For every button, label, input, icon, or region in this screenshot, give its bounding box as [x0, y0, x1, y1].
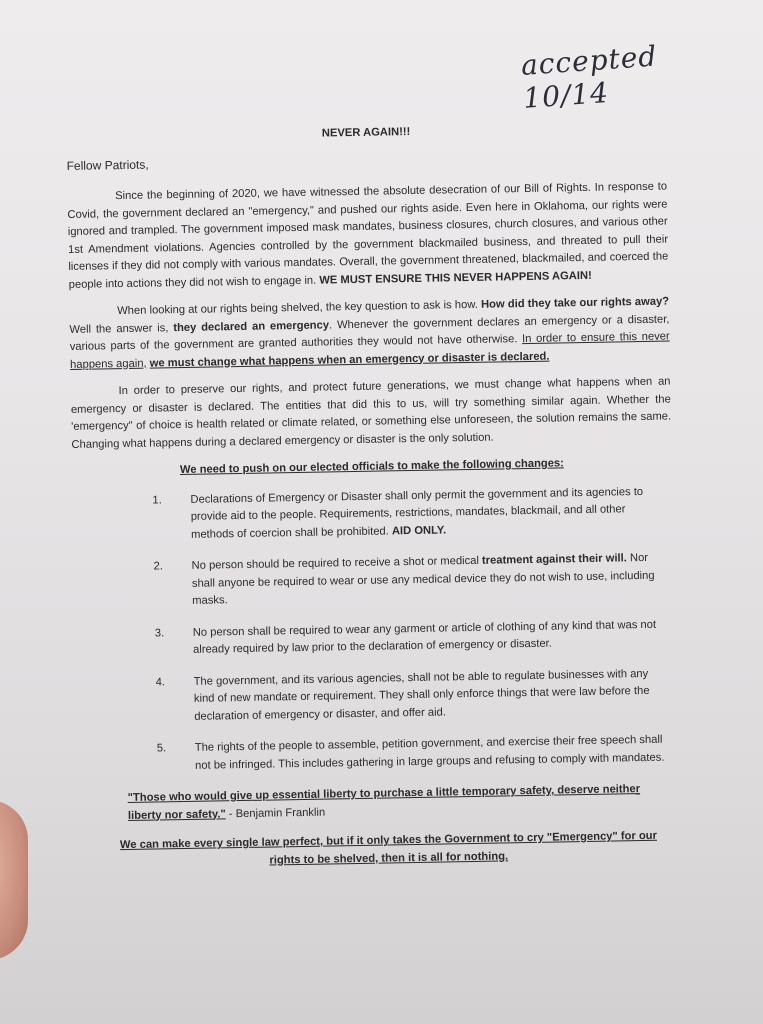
para1-text: Since the beginning of 2020, we have witnessed the absolute desecration of our Bill of Rights. In response to Covid, the government declared an "emergency," and pushed our rights aside. Even here in Oklahoma, our rights were ignored and trampled. The government imposed mask mandates, business closures, church closures, and various other 1st Amendment violations. Agencies controlled by the government blackmailed business, and threated to pull their licenses if they did not comply with various mandates. Overall, the government threatened, blackmailed, and coerced the people into actions they did not wish to engage in. [67, 180, 669, 291]
para2-text-3: . Whenever the government declares an emergency or a disaster, various parts of the government are granted authorities they would not have otherwise. [69, 312, 670, 353]
item-4-text: The government, and its various agencies, shall not be able to regulate businesses with any kind of new mandate or requirement. They shall only enforce things that were law before the declaration of emergency or disaster, and offer aid. [193, 667, 650, 723]
item-5-text: The rights of the people to assemble, petition government, and exercise their free speech shall not be infringed. This includes gathering in large groups and refusing to comply with mandates. [194, 733, 665, 772]
letter-body [66, 120, 679, 873]
item-number: 5. [156, 742, 167, 755]
para2-question: How did they take our rights away? [480, 295, 670, 311]
item-text [190, 483, 673, 544]
item-1-bold: AID ONLY. [391, 523, 447, 537]
para2-underline: In order to ensure this never happens again, [69, 330, 670, 371]
closing-statement: We can make every single law perfect, but if it only takes the Government to cry "Emergency" for our rights to be shelved, then it is all for nothing. [119, 829, 658, 867]
paragraph-1 [67, 179, 669, 294]
list-item [74, 549, 675, 612]
item-1-text: Declarations of Emergency or Disaster shall only permit the government and its agencies to provide aid to the people. Requirements, restrictions, mandates, blackmail, and all other methods of coercion shall be prohibited. [190, 485, 644, 541]
list-item [77, 731, 678, 776]
item-2-text-2: Nor shall anyone be required to wear or use any medical device they do not wish to use, including masks. [191, 551, 655, 607]
para1-emphasis: WE MUST ENSURE THIS NEVER HAPPENS AGAIN! [319, 269, 592, 287]
paragraph-3: In order to preserve our rights, and protect future generations, we must change what happens when an emergency or disaster is declared. The entities that did this to us, will try something similar again. Whether the 'emergency" of choice is health related or climate related, or something else unforeseen, the solution remains the same. Changing what happens during a declared emergency or disaster is the only solution. [70, 375, 672, 451]
changes-heading: We need to push on our elected officials to make the following changes: [179, 457, 564, 477]
item-number: 1. [152, 493, 162, 507]
changes-list [72, 483, 677, 777]
para2-underline-bold: we must change what happens when an emergency or disaster is declared. [149, 350, 550, 370]
quote-attribution: - Benjamin Franklin [228, 806, 326, 820]
finger-photo-edge [0, 800, 28, 960]
para2-text-2: Well the answer is, [69, 321, 169, 336]
para2-text-1: When looking at our rights being shelved, the key question to ask is how. [117, 298, 478, 318]
item-2-text-1: No person should be required to receive a shot or medical [191, 554, 479, 572]
page-title: NEVER AGAIN!!! [321, 125, 411, 140]
para2-answer: they declared an emergency [173, 318, 330, 334]
paragraph-2 [69, 294, 670, 374]
item-text [191, 549, 674, 610]
item-number: 2. [153, 560, 164, 573]
quote-text: "Those who would give up essential liberty to purchase a little temporary safety, deserve neither liberty nor safety." [127, 783, 641, 822]
list-item [72, 483, 673, 546]
list-item [76, 665, 677, 728]
handwritten-note: accepted 10/14 [519, 39, 659, 115]
item-number: 3. [154, 626, 165, 640]
item-3-text: No person shall be required to wear any garment or article of clothing of any kind that was not already required by law prior to the declaration of emergency or disaster. [192, 618, 657, 656]
item-number: 4. [155, 675, 166, 689]
list-item [75, 616, 676, 661]
item-2-bold: treatment against their will. [481, 552, 627, 567]
franklin-quote [128, 781, 649, 825]
greeting: Fellow Patriots, [66, 157, 149, 173]
